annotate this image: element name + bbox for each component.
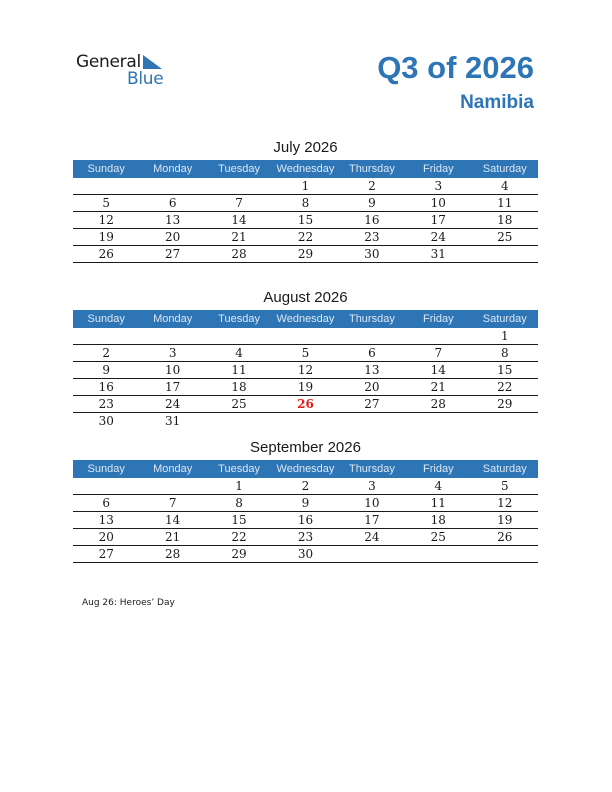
empty-cell — [139, 178, 205, 195]
weekday-label: Sunday — [73, 310, 139, 328]
weekday-label: Monday — [139, 160, 205, 178]
weekday-header — [73, 310, 538, 328]
day-cell: 21 — [405, 379, 471, 396]
empty-cell — [139, 478, 205, 495]
empty-cell — [339, 546, 405, 563]
day-cell: 26 — [73, 246, 139, 263]
empty-cell — [73, 478, 139, 495]
calendar-grid — [73, 460, 538, 563]
day-cell: 13 — [339, 362, 405, 379]
day-cell: 17 — [405, 212, 471, 229]
empty-cell — [272, 328, 338, 345]
day-cell: 21 — [206, 229, 272, 246]
day-cell: 25 — [405, 529, 471, 546]
day-cell: 2 — [339, 178, 405, 195]
day-cell: 28 — [139, 546, 205, 563]
day-cell: 4 — [472, 178, 538, 195]
day-cell: 21 — [139, 529, 205, 546]
day-cell: 7 — [139, 495, 205, 512]
week-row — [73, 212, 538, 229]
week-row — [73, 413, 538, 430]
day-cell: 9 — [339, 195, 405, 212]
day-cell: 2 — [73, 345, 139, 362]
day-cell: 31 — [164, 414, 181, 428]
day-cell: 9 — [272, 495, 338, 512]
day-cell: 8 — [206, 495, 272, 512]
day-cell: 3 — [405, 178, 471, 195]
day-cell: 17 — [139, 379, 205, 396]
calendar-grid — [73, 310, 538, 429]
weekday-label: Thursday — [339, 310, 405, 328]
day-cell: 23 — [272, 529, 338, 546]
empty-cell — [339, 328, 405, 345]
day-cell: 13 — [139, 212, 205, 229]
weekday-label: Tuesday — [206, 460, 272, 478]
day-cell: 19 — [73, 229, 139, 246]
day-cell: 24 — [139, 396, 205, 413]
empty-cell — [405, 328, 471, 345]
week-row — [73, 396, 538, 413]
day-cell: 4 — [405, 478, 471, 495]
day-cell: 5 — [472, 478, 538, 495]
day-cell: 27 — [139, 246, 205, 263]
empty-cell — [206, 328, 272, 345]
week-row — [73, 178, 538, 195]
week-row — [73, 328, 538, 345]
day-cell: 1 — [206, 478, 272, 495]
day-cell: 31 — [405, 246, 471, 263]
weekday-label: Tuesday — [206, 160, 272, 178]
month-title: August 2026 — [263, 289, 348, 306]
day-cell: 14 — [206, 212, 272, 229]
day-cell: 23 — [339, 229, 405, 246]
day-cell: 9 — [73, 362, 139, 379]
day-cell: 27 — [73, 546, 139, 563]
day-cell: 18 — [472, 212, 538, 229]
day-cell: 20 — [139, 229, 205, 246]
day-cell: 22 — [272, 229, 338, 246]
logo-text-blue: Blue — [127, 69, 164, 89]
day-cell: 29 — [472, 396, 538, 413]
day-cell: 6 — [139, 195, 205, 212]
empty-cell — [73, 178, 139, 195]
day-cell: 10 — [139, 362, 205, 379]
day-cell: 27 — [339, 396, 405, 413]
week-row — [73, 246, 538, 263]
weekday-label: Monday — [139, 460, 205, 478]
day-cell: 11 — [405, 495, 471, 512]
day-cell: 15 — [472, 362, 538, 379]
day-cell: 16 — [272, 512, 338, 529]
day-cell: 1 — [472, 328, 538, 345]
week-row — [73, 495, 538, 512]
empty-cell — [405, 413, 471, 430]
week-row — [73, 229, 538, 246]
day-cell: 7 — [206, 195, 272, 212]
week-row — [73, 529, 538, 546]
empty-cell — [206, 178, 272, 195]
calendar-grid — [73, 160, 538, 263]
day-cell: 14 — [139, 512, 205, 529]
logo-triangle-icon — [143, 55, 162, 69]
day-cell: 3 — [339, 478, 405, 495]
day-cell: 30 — [339, 246, 405, 263]
day-cell: 24 — [339, 529, 405, 546]
day-cell: 14 — [405, 362, 471, 379]
week-row — [73, 546, 538, 563]
day-cell: 8 — [272, 195, 338, 212]
day-cell: 29 — [206, 546, 272, 563]
day-cell: 28 — [206, 246, 272, 263]
day-cell: 20 — [73, 529, 139, 546]
day-cell: 13 — [73, 512, 139, 529]
empty-cell — [339, 413, 405, 430]
empty-cell — [73, 328, 139, 345]
day-cell: 1 — [272, 178, 338, 195]
weekday-label: Wednesday — [272, 460, 338, 478]
day-cell: 16 — [339, 212, 405, 229]
day-cell: 26 — [472, 529, 538, 546]
day-cell: 24 — [405, 229, 471, 246]
day-cell: 3 — [139, 345, 205, 362]
day-cell: 12 — [472, 495, 538, 512]
day-cell: 29 — [272, 246, 338, 263]
page-title: Q3 of 2026 — [377, 50, 534, 85]
day-cell: 11 — [206, 362, 272, 379]
week-row — [73, 478, 538, 495]
day-cell: 19 — [472, 512, 538, 529]
holiday-note: Aug 26: Heroes’ Day — [82, 598, 175, 608]
empty-cell — [472, 413, 538, 430]
empty-cell — [472, 246, 538, 263]
week-row — [73, 195, 538, 212]
country-name: Namibia — [460, 92, 534, 113]
week-row — [73, 362, 538, 379]
day-cell: 19 — [272, 379, 338, 396]
day-cell: 8 — [472, 345, 538, 362]
day-cell: 16 — [73, 379, 139, 396]
month-august — [73, 288, 538, 429]
day-cell: 5 — [73, 195, 139, 212]
day-cell: 12 — [73, 212, 139, 229]
day-cell: 12 — [272, 362, 338, 379]
weekday-label: Wednesday — [272, 310, 338, 328]
week-row — [73, 512, 538, 529]
day-cell: 30 — [272, 546, 338, 563]
weekday-label: Monday — [139, 310, 205, 328]
day-cell: 28 — [405, 396, 471, 413]
day-cell: 6 — [339, 345, 405, 362]
day-cell: 22 — [206, 529, 272, 546]
day-cell: 15 — [272, 212, 338, 229]
empty-cell — [472, 546, 538, 563]
weekday-label: Friday — [405, 460, 471, 478]
day-cell: 18 — [206, 379, 272, 396]
weekday-label: Saturday — [472, 160, 538, 178]
day-cell: 25 — [472, 229, 538, 246]
logo — [76, 52, 176, 88]
day-cell: 18 — [405, 512, 471, 529]
day-cell: 5 — [272, 345, 338, 362]
day-cell: 17 — [339, 512, 405, 529]
day-cell: 6 — [73, 495, 139, 512]
day-cell: 7 — [405, 345, 471, 362]
weekday-header — [73, 160, 538, 178]
month-title: September 2026 — [250, 439, 361, 456]
month-title: July 2026 — [273, 139, 338, 156]
empty-cell — [405, 546, 471, 563]
day-cell: 15 — [206, 512, 272, 529]
weekday-label: Saturday — [472, 460, 538, 478]
weekday-label: Friday — [405, 160, 471, 178]
day-cell: 4 — [206, 345, 272, 362]
day-cell: 10 — [339, 495, 405, 512]
day-cell: 25 — [206, 396, 272, 413]
weekday-header — [73, 460, 538, 478]
day-cell: 22 — [472, 379, 538, 396]
weekday-label: Saturday — [472, 310, 538, 328]
weekday-label: Friday — [405, 310, 471, 328]
month-july — [73, 138, 538, 263]
weekday-label: Sunday — [73, 460, 139, 478]
day-cell: 23 — [73, 396, 139, 413]
holiday-day-cell: 26 — [272, 396, 338, 413]
day-cell: 30 — [98, 414, 114, 428]
day-cell: 11 — [472, 195, 538, 212]
logo-text-general: General — [76, 52, 141, 72]
empty-cell — [139, 328, 205, 345]
empty-cell — [272, 413, 338, 430]
week-row — [73, 379, 538, 396]
weekday-label: Wednesday — [272, 160, 338, 178]
weekday-label: Thursday — [339, 160, 405, 178]
weekday-label: Tuesday — [206, 310, 272, 328]
day-cell: 2 — [272, 478, 338, 495]
weekday-label: Thursday — [339, 460, 405, 478]
day-cell: 10 — [405, 195, 471, 212]
empty-cell — [206, 413, 272, 430]
day-cell: 20 — [339, 379, 405, 396]
weekday-label: Sunday — [73, 160, 139, 178]
week-row — [73, 345, 538, 362]
month-september — [73, 438, 538, 563]
